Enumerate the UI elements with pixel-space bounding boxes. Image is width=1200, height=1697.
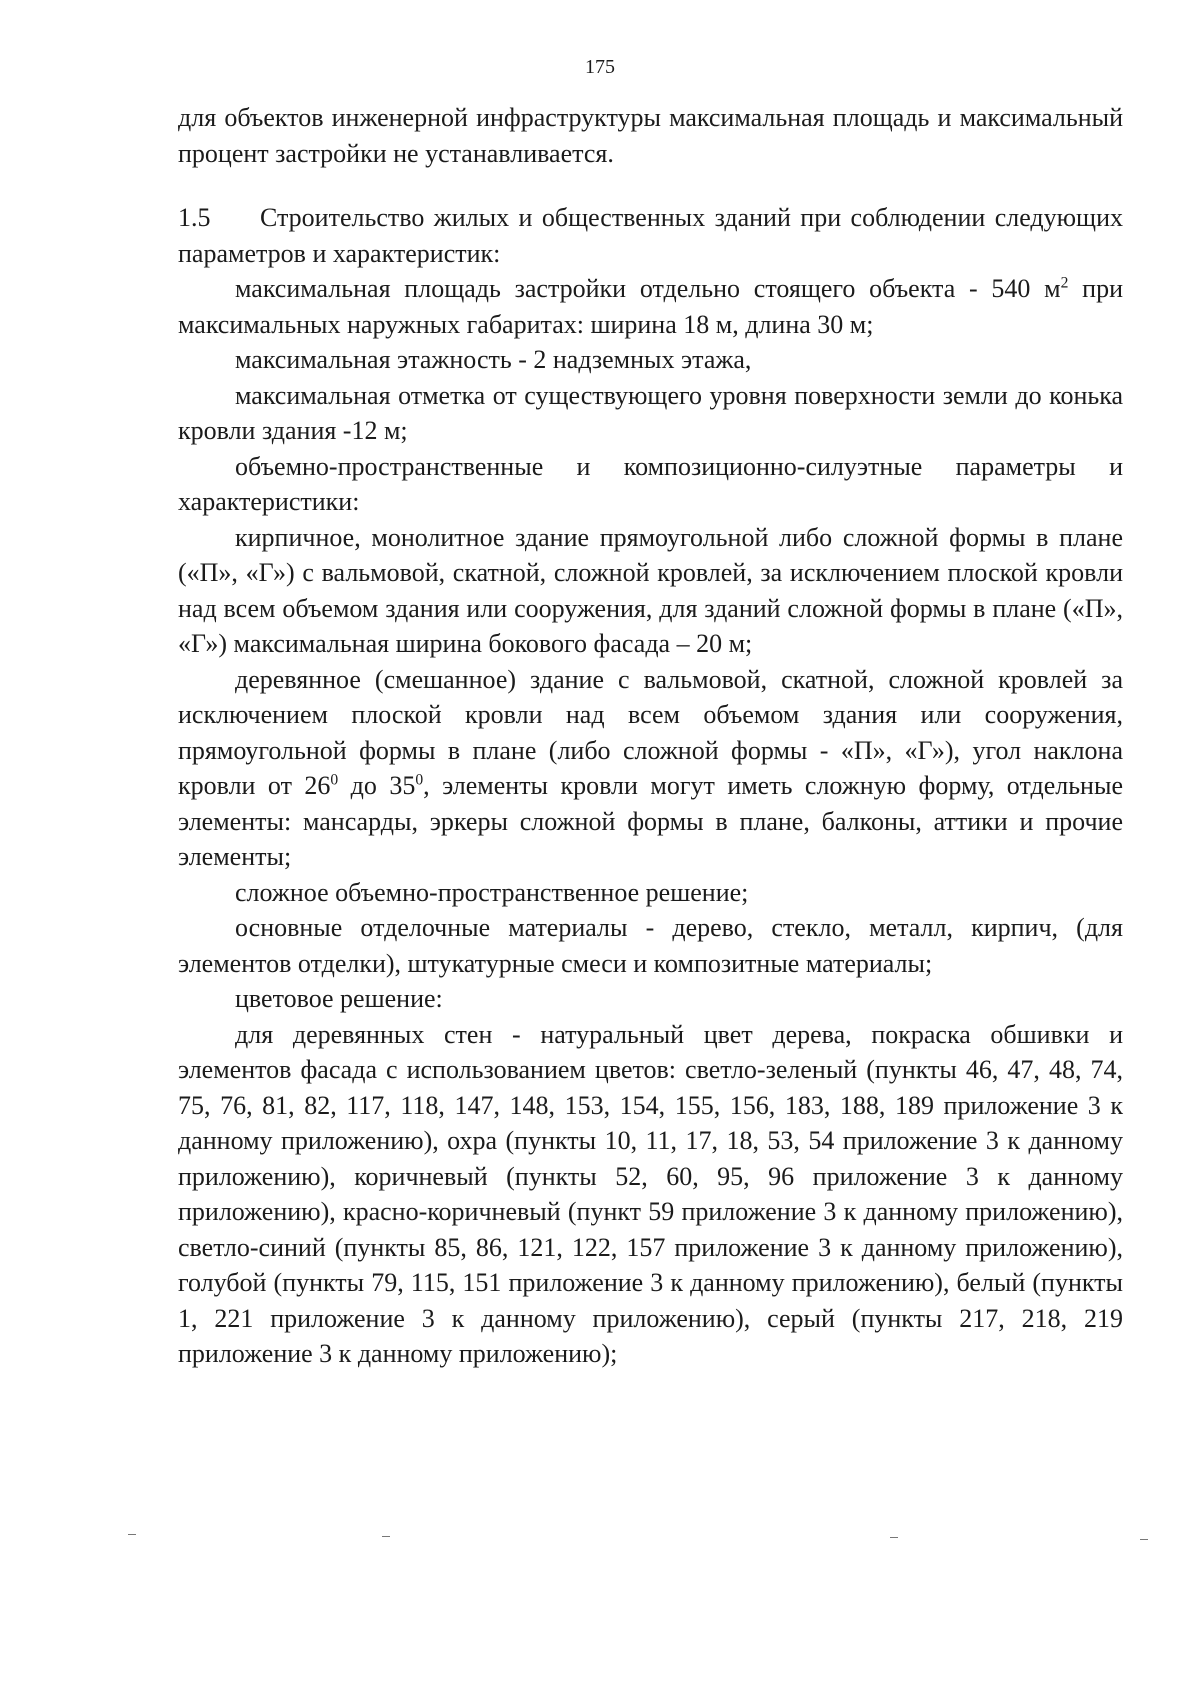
paragraph-wooden-building (178, 662, 1123, 875)
paragraph-infrastructure: для объектов инженерной инфраструктуры максимальная площадь и максимальный процент застройки не устанавливается. (178, 103, 1123, 168)
section-number: 1.5 (178, 203, 211, 232)
paragraph-color-solution: цветовое решение: (235, 984, 443, 1013)
paragraph-complex-solution: сложное объемно-пространственное решение; (235, 877, 749, 907)
superscript-degree-2: 0 (415, 771, 424, 789)
section-heading-text: Строительство жилых и общественных зданий при соблюдении следующих параметров и характеристик: (178, 203, 1123, 268)
paragraph-max-height: максимальная отметка от существующего уровня поверхности земли до конька кровли здания -12 м; (178, 380, 1123, 445)
scan-mark (890, 1537, 898, 1538)
paragraph-brick-building: кирпичное, монолитное здание прямоугольной либо сложной формы в плане («П», «Г») с вальмовой, скатной, сложной кровлей, за исключением плоской кровли над всем объемом здания или сооружения, для зданий сложной формы в плане («П», «Г») максимальная ширина бокового фасада – 20 м; (178, 522, 1123, 658)
paragraph-max-area (178, 271, 1123, 342)
scan-mark (128, 1534, 136, 1535)
scan-mark (382, 1536, 390, 1537)
paragraph-max-floors: максимальная этажность - 2 надземных этажа, (235, 345, 752, 374)
max-area-text: максимальная площадь застройки отдельно стоящего объекта - 540 м (235, 274, 1061, 303)
paragraph-finishing-materials: основные отделочные материалы - дерево, стекло, металл, кирпич, (для элементов отделки), штукатурные смеси и композитные материалы; (178, 913, 1123, 978)
superscript-degree-1: 0 (330, 771, 339, 789)
max-area-dimensions-text: при максимальных наружных габаритах: ширина 18 м, длина 30 м; (178, 274, 1124, 339)
paragraph-wooden-walls-colors: для деревянных стен - натуральный цвет дерева, покраска обшивки и элементов фасада с использованием цветов: светло-зеленый (пункты 46, 47, 48, 74, 75, 76, 81, 82, 117, 118, 147, 148, 153, 154, 155, 156, 183, 188, 189 приложение 3 к данному приложению), охра (пункты 10, 11, 17, 18, 53, 54 приложение 3 к данному приложению), коричневый (пункты 52, 60, 95, 96 приложение 3 к данному приложению), красно-коричневый (пункт 59 приложение 3 к данному приложению), светло-синий (пункты 85, 86, 121, 122, 157 приложение 3 к данному приложению), голубой (пункты 79, 115, 151 приложение 3 к данному приложению), белый (пункты 1, 221 приложение 3 к данному приложению), серый (пункты 217, 218, 219 приложение 3 к данному приложению); (178, 1019, 1123, 1368)
paragraph-volume-params: объемно-пространственные и композиционно-силуэтные параметры и характеристики: (178, 451, 1123, 516)
wooden-building-text-c: , элементы кровли могут иметь сложную форму, отдельные элементы: мансарды, эркеры сложной формы в плане, балконы, аттики и прочие элементы; (178, 771, 1123, 871)
scan-mark (1140, 1539, 1148, 1540)
wooden-building-text-b: до 35 (338, 771, 416, 800)
page-number: 175 (585, 56, 615, 78)
superscript-square: 2 (1060, 274, 1069, 292)
document-body (178, 100, 1123, 1372)
wooden-building-text-a: деревянное (смешанное) здание с вальмовой, скатной, сложной кровлей за исключением плоской кровли над всем объемом здания или сооружения, прямоугольной формы в плане (либо сложной формы - «П», «Г»), угол наклона кровли от 26 (178, 664, 1123, 800)
section-1-5 (178, 200, 1123, 271)
